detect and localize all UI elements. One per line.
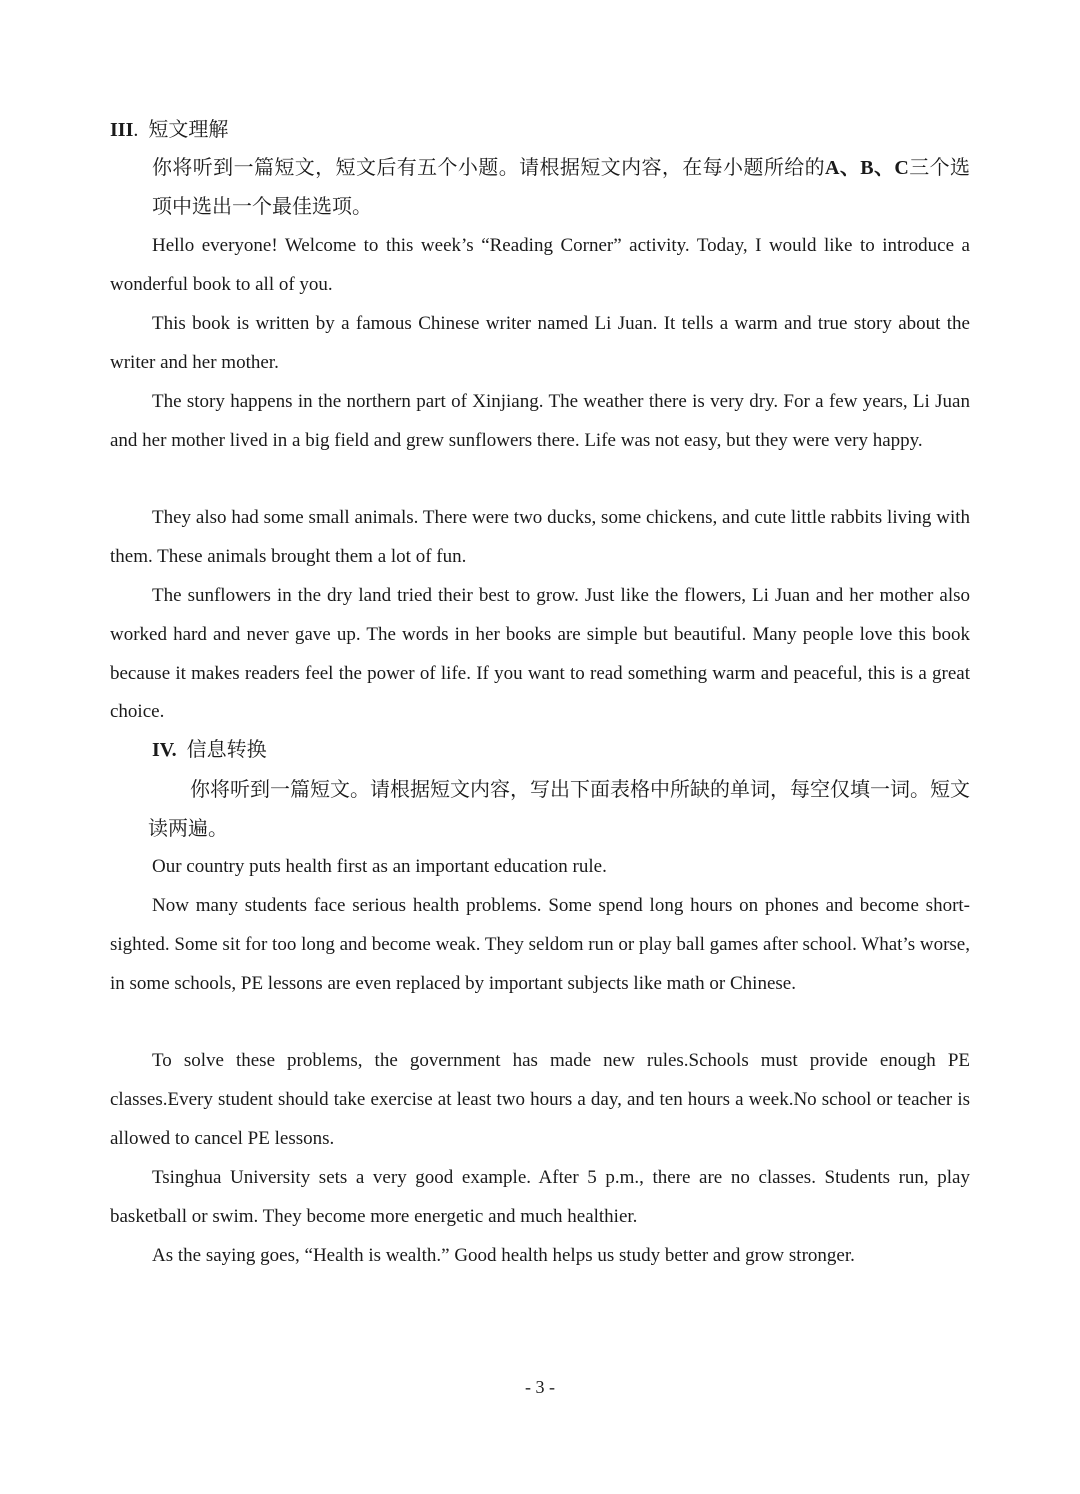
- section-3-heading: [110, 111, 228, 149]
- passage-paragraph: The sunflowers in the dry land tried their best to grow. Just like the flowers, Li Juan and her mother also worked hard and never gave up. The words in her books are simple but beautiful. Many people love this book because it makes readers feel the power of life. If you want to read something warm and peaceful, this is a great choice.: [110, 585, 970, 723]
- section-3-instruction: [152, 149, 970, 227]
- passage-paragraph: Tsinghua University sets a very good example. After 5 p.m., there are no classes. Students run, play basketball or swim. They become more energetic and much healthier.: [110, 1167, 970, 1227]
- section-3-instruction-options: A、B、C: [825, 157, 909, 179]
- page-number: - 3 -: [525, 1377, 555, 1397]
- passage-paragraph: Hello everyone! Welcome to this week’s “Reading Corner” activity. Today, I would like to introduce a wonderful book to all of you.: [110, 235, 970, 295]
- section-4-heading: [152, 731, 267, 769]
- passage-paragraph: They also had some small animals. There were two ducks, some chickens, and cute little rabbits living with them. These animals brought them a lot of fun.: [110, 507, 970, 567]
- passage-paragraph: This book is written by a famous Chinese writer named Li Juan. It tells a warm and true story about the writer and her mother.: [110, 313, 970, 373]
- passage-paragraph: Now many students face serious health problems. Some spend long hours on phones and become short-sighted. Some sit for too long and become weak. They seldom run or play ball games after school. What’s worse, in some schools, PE lessons are even replaced by important subjects like math or Chinese.: [110, 895, 970, 994]
- section-3-title: 短文理解: [148, 119, 229, 141]
- passage-paragraph: As the saying goes, “Health is wealth.” Good health helps us study better and grow stronger.: [152, 1245, 855, 1266]
- section-3-separator: .: [133, 119, 139, 141]
- section-3-instruction-text-2: 三个选项中选出一个最佳选项。: [152, 157, 971, 218]
- passage-paragraph: The story happens in the northern part of Xinjiang. The weather there is very dry. For a few years, Li Juan and her mother lived in a big field and grew sunflowers there. Life was not easy, but they were very happy.: [110, 391, 970, 451]
- section-3-number: III: [110, 119, 134, 141]
- passage-paragraph: To solve these problems, the government has made new rules.Schools must provide enough PE classes.Every student should take exercise at least two hours a day, and ten hours a week.No school or teacher is allowed to cancel PE lessons.: [110, 1050, 970, 1149]
- section-4-title: 信息转换: [186, 739, 267, 761]
- section-4-instruction-text: 你将听到一篇短文。请根据短文内容，写出下面表格中所缺的单词，每空仅填一词。短文读两遍。: [148, 779, 970, 840]
- passage-paragraph: Our country puts health first as an important education rule.: [152, 856, 607, 877]
- section-4-number: IV.: [152, 739, 177, 761]
- section-3-instruction-text-1: 你将听到一篇短文，短文后有五个小题。请根据短文内容，在每小题所给的: [152, 157, 826, 179]
- section-4-instruction: [148, 771, 970, 849]
